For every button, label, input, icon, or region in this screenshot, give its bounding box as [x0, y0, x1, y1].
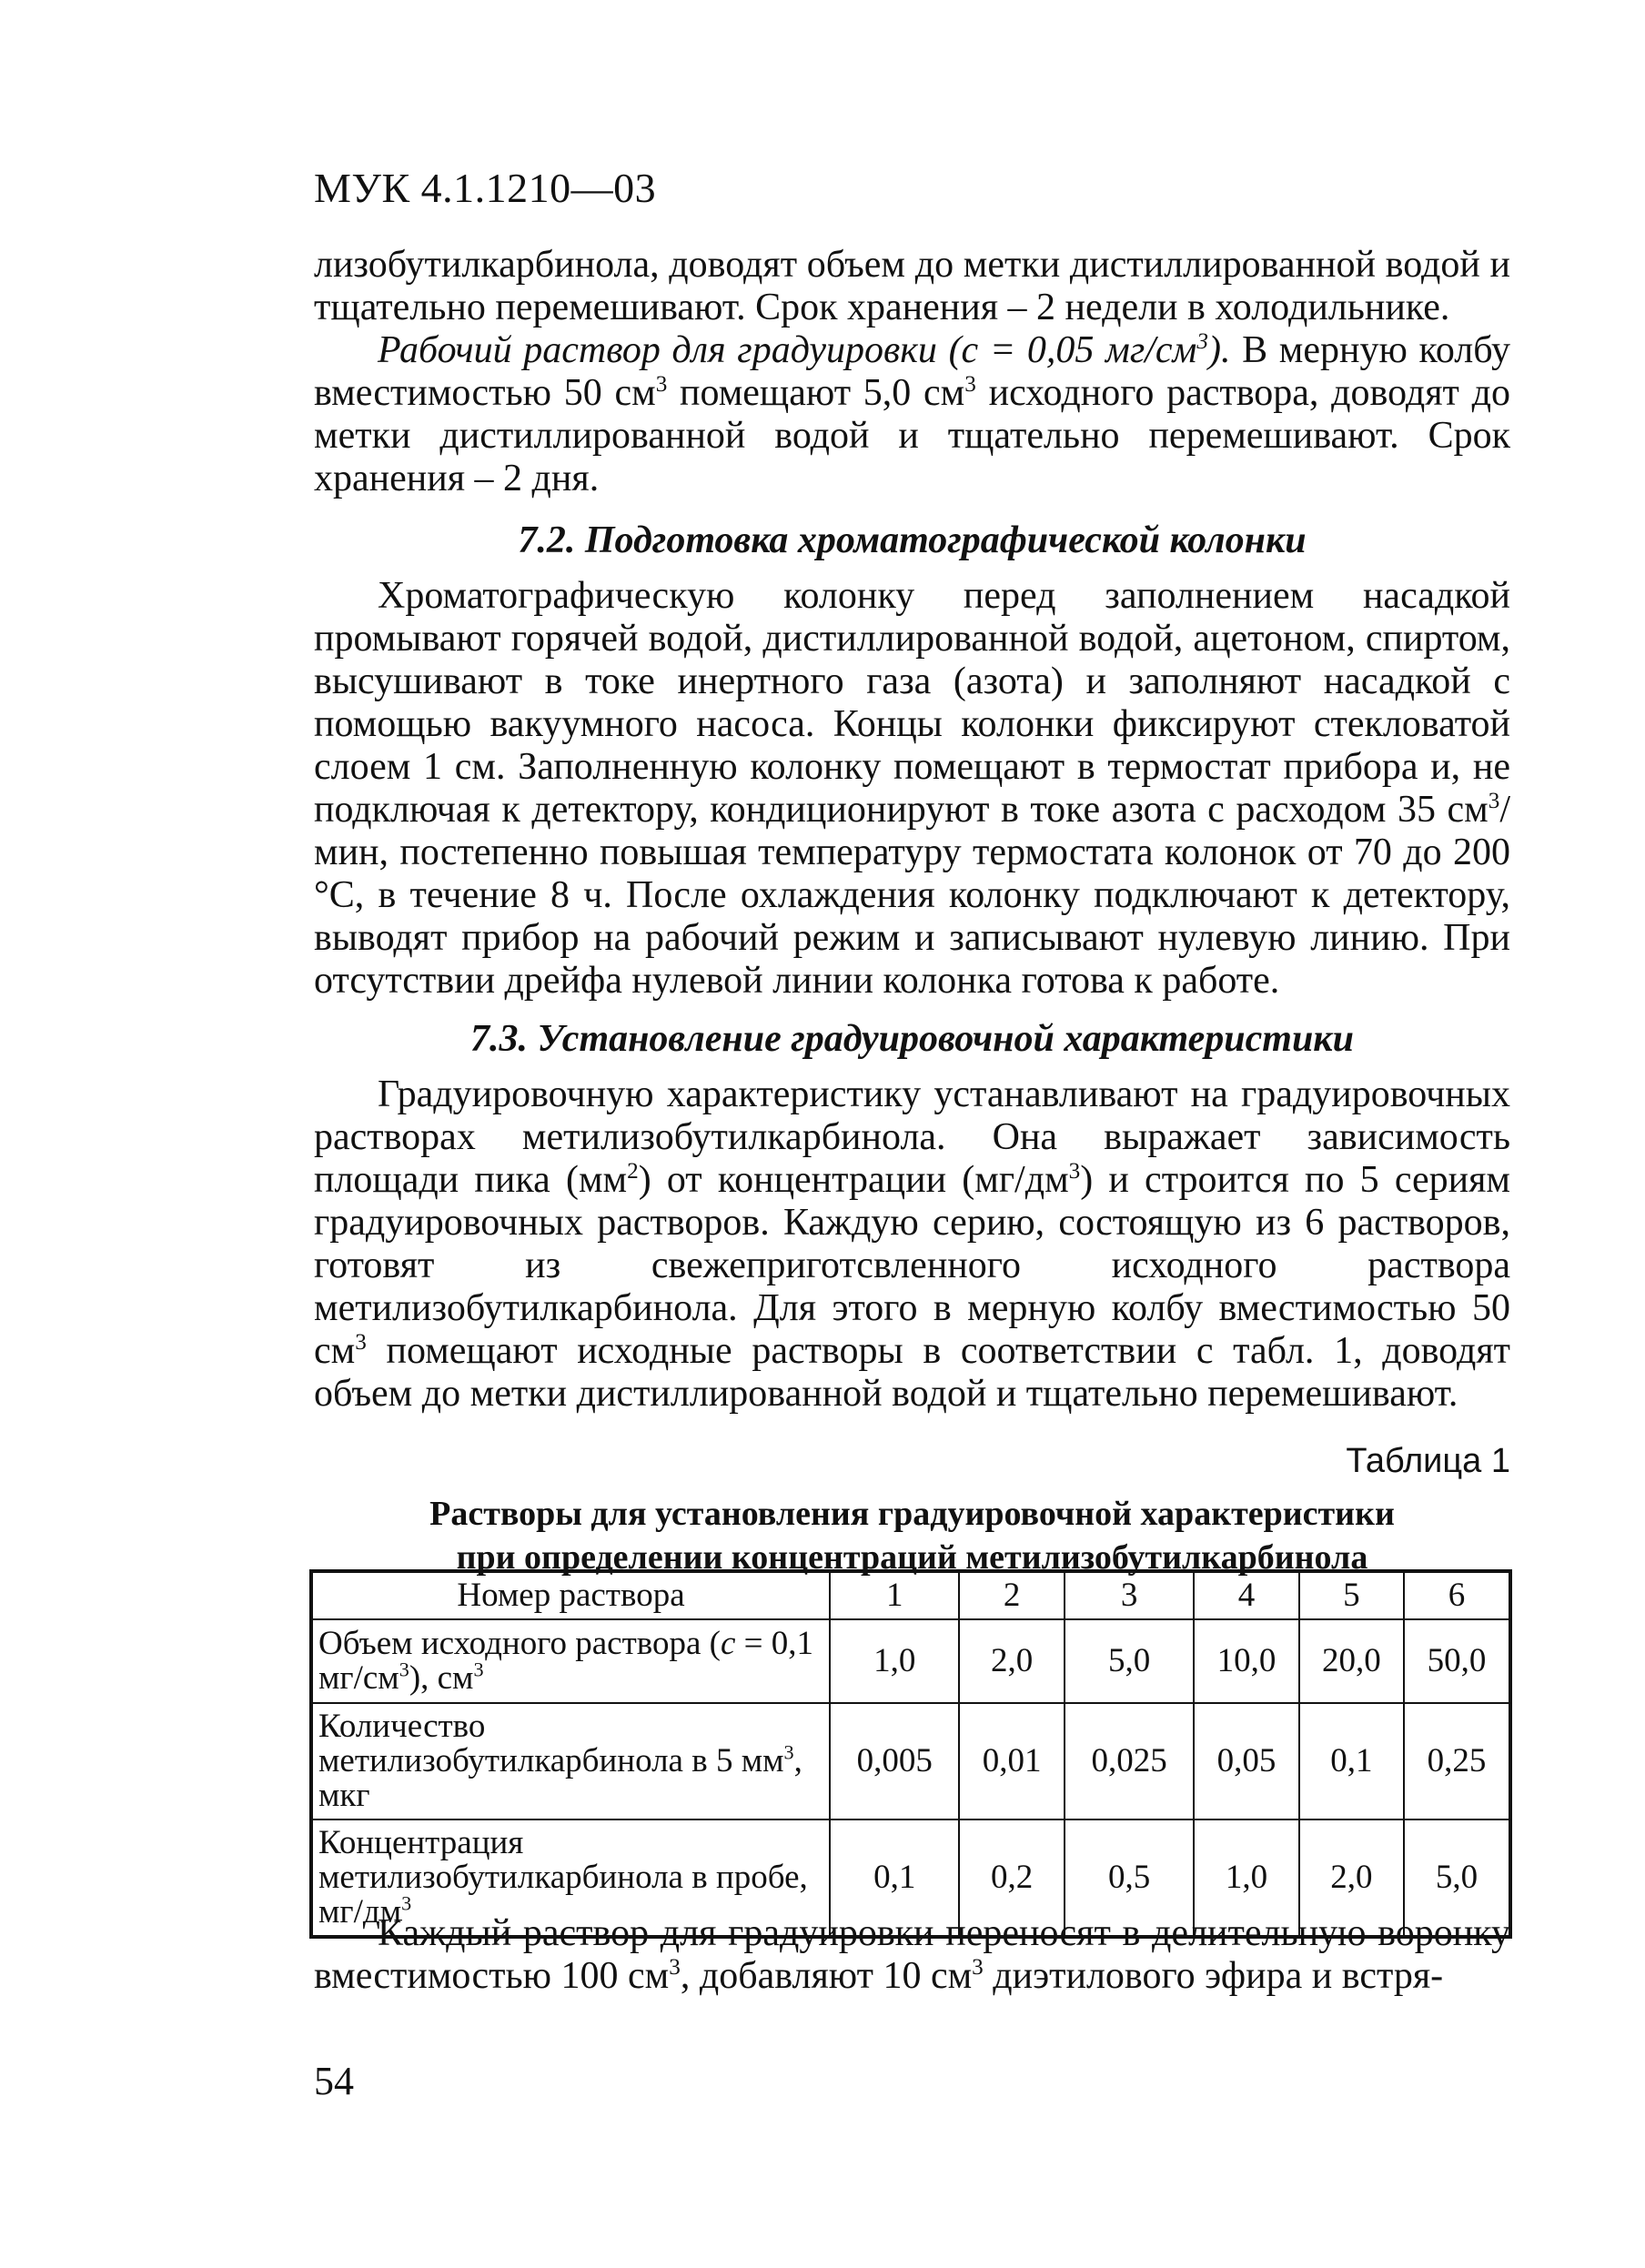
- row-label-volume: Объем исходного раствора (с = 0,1 $мг/см^3$), $см^3$: [311, 1619, 830, 1703]
- section-7-3-body: [314, 1074, 1510, 1416]
- row-label-concentration: Концентрация метилизобутилкарбинола в пробе, $мг/дм^3$: [311, 1819, 830, 1937]
- table-caption-line-2: при определении концентраций метилизобутилкарбинола: [456, 1538, 1368, 1577]
- paragraph-column-preparation: Хроматографическую колонку перед заполнением насадкой промывают горячей водой, дистиллированной водой, ацетоном, спиртом, высушивают в токе инертного газа (азота) и заполняют насадкой с помощью вакуумного насоса. Концы колонки фиксируют стекловатой слоем 1 см. Заполненную колонку помещают в термостат прибора и, не подключая к детектору, кондиционируют в токе азота с расходом 35 $см^3$/мин, постепенно повышая температуру термостата колонок от 70 до 200 °С, в течение 8 ч. После охлаждения колонку подключают к детектору, выводят прибор на рабочий режим и записывают нулевую линию. При отсутствии дрейфа нулевой линии колонка готова к работе.: [314, 575, 1510, 1002]
- paragraph-working-solution: Рабочий раствор для градуировки (с = 0,05 $мг/см^3$). В мерную колбу вместимостью 50 $см^3$ помещают 5,0 $см^3$ исходного раствора, доводят до метки дистиллированной водой и тщательно перемешивают. Срок хранения – 2 дня.: [314, 329, 1511, 499]
- table-cell: 10,0: [1194, 1619, 1298, 1703]
- table-cell: 0,1: [830, 1819, 959, 1937]
- header-cell: 2: [959, 1571, 1064, 1619]
- working-solution-lead: Рабочий раствор для градуировки (с = 0,05 $мг/см^3$).: [378, 329, 1231, 371]
- header-cell: 1: [830, 1571, 959, 1619]
- table-cell: 0,25: [1404, 1703, 1510, 1819]
- table-caption-line-1: Растворы для установления градуировочной характеристики: [429, 1495, 1395, 1533]
- section-title-7-3: 7.3. Установление градуировочной характеристики: [470, 1018, 1354, 1060]
- paragraph-calibration: Градуировочную характеристику устанавливают на градуировочных растворах метилизобутилкарбинола. Она выражает зависимость площади пика $(мм^2)$ от концентрации $(мг/дм^3)$ и строится по 5 сериям градуировочных растворов. Каждую серию, состоящую из 6 растворов, готовят из свежеприготсвленного исходного раствора метилизобутилкарбинола. Для этого в мерную колбу вместимостью 50 $см^3$ помещают исходные растворы в соответствии с табл. 1, доводят объем до метки дистиллированной водой и тщательно перемешивают.: [314, 1074, 1510, 1415]
- row-label-amount: Количество метилизобутилкарбинола в 5 $мм^3$, мкг: [311, 1703, 830, 1819]
- table-cell: 20,0: [1299, 1619, 1404, 1703]
- header-cell: 4: [1194, 1571, 1298, 1619]
- header-cell: 5: [1299, 1571, 1404, 1619]
- table-header-row: [311, 1571, 1510, 1619]
- document-header: МУК 4.1.1210—03: [314, 165, 657, 211]
- paragraph-storage: лизобутилкарбинола, доводят объем до метки дистиллированной водой и тщательно перемешивают. Срок хранения – 2 недели в холодильнике.: [314, 244, 1510, 328]
- table-cell: 0,05: [1194, 1703, 1298, 1819]
- header-cell: 3: [1065, 1571, 1194, 1619]
- section-7-2-body: [314, 575, 1510, 1003]
- table-caption: [314, 1492, 1510, 1579]
- header-cell: 6: [1404, 1571, 1510, 1619]
- table-cell: 1,0: [830, 1619, 959, 1703]
- table-row: [311, 1619, 1510, 1703]
- table-cell: 0,2: [959, 1819, 1064, 1937]
- table-cell: 2,0: [959, 1619, 1064, 1703]
- section-title-7-2: 7.2. Подготовка хроматографической колонки: [518, 519, 1307, 561]
- table-cell: 5,0: [1404, 1819, 1510, 1937]
- table-cell: 5,0: [1065, 1619, 1194, 1703]
- calibration-table: [309, 1569, 1512, 1939]
- header-cell-label: Номер раствора: [311, 1571, 830, 1619]
- table-cell: 50,0: [1404, 1619, 1510, 1703]
- table-cell: 0,025: [1065, 1703, 1194, 1819]
- table-cell: 0,5: [1065, 1819, 1194, 1937]
- table-cell: 1,0: [1194, 1819, 1298, 1937]
- table-cell: 0,01: [959, 1703, 1064, 1819]
- intro-text: [314, 244, 1510, 500]
- table-cell: 0,1: [1299, 1703, 1404, 1819]
- table-cell: 2,0: [1299, 1819, 1404, 1937]
- table-label: Таблица 1: [1346, 1442, 1510, 1480]
- closing-text: [314, 1912, 1510, 1998]
- paragraph-extraction: Каждый раствор для градуировки переносят в делительную воронку вместимостью 100 $см^3$, добавляют 10 $см^3$ диэтилового эфира и встря-: [314, 1912, 1510, 1997]
- table-cell: 0,005: [830, 1703, 959, 1819]
- page-number: 54: [314, 2059, 354, 2103]
- table-row: [311, 1703, 1510, 1819]
